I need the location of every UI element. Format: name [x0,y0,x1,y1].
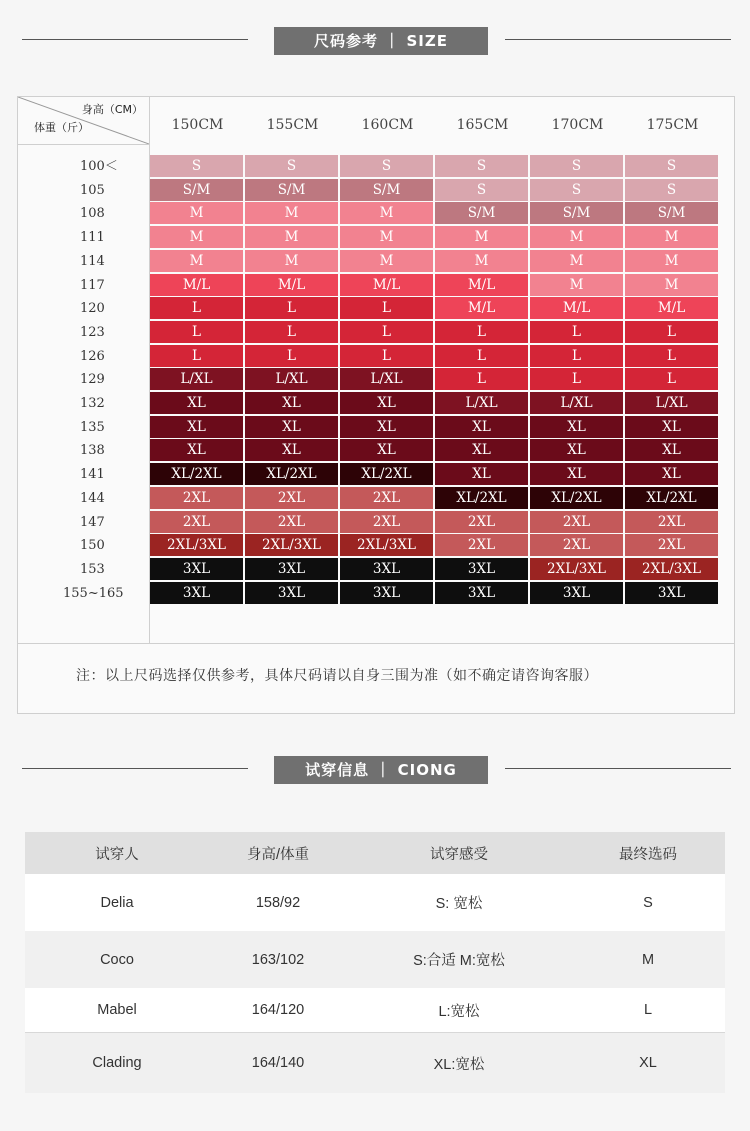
size-cell: 2XL [245,511,338,533]
size-cell: XL/2XL [625,487,718,509]
size-cell: 2XL [435,511,528,533]
header-rule-left [22,39,248,40]
height-header: 155CM [266,117,319,133]
size-cell: 3XL [435,558,528,580]
size-cell: S/M [340,179,433,201]
size-cell: XL [530,416,623,438]
trial-section-header [0,756,750,784]
size-cell: L [340,345,433,367]
trial-cell: S: 宽松 [435,896,483,912]
size-cell: 2XL/3XL [340,534,433,556]
size-cell: 3XL [245,558,338,580]
weight-label: 153 [80,561,105,577]
size-cell: M/L [625,297,718,319]
weight-label: 129 [80,372,105,388]
size-cell: 2XL/3XL [530,558,623,580]
size-cell: XL [245,416,338,438]
trial-header-cell: 试穿感受 [430,846,488,863]
size-cell: 2XL [530,511,623,533]
size-cell: L [245,345,338,367]
size-cell: XL [245,439,338,461]
trial-header-cell: 身高/体重 [246,846,310,863]
size-cell: M/L [530,297,623,319]
size-cell: L/XL [435,392,528,414]
trial-cell: M [641,951,655,968]
size-cell: 2XL [625,511,718,533]
header-rule-right [505,39,731,40]
size-cell: XL/2XL [150,463,243,485]
size-cell: 2XL [340,511,433,533]
trial-cell: XL [639,1055,657,1071]
trial-cell: Clading [92,1055,142,1071]
size-cell: M [530,250,623,272]
size-cell: M [150,250,243,272]
size-cell: L/XL [340,368,433,390]
height-header: 160CM [361,117,414,133]
trial-cell: Coco [100,951,134,968]
size-cell: 3XL [435,582,528,604]
size-cell: S/M [435,202,528,224]
size-cell: S/M [530,202,623,224]
note-divider [18,643,734,644]
trial-cell: L:宽松 [438,1003,480,1020]
size-cell: M [625,274,718,296]
size-cell: XL [435,416,528,438]
weight-label: 141 [80,467,105,483]
weight-label: 100＜ [80,159,118,174]
weight-label: 132 [80,396,105,411]
size-cell: M [245,226,338,248]
size-cell: M/L [150,274,243,296]
size-cell: S [530,155,623,177]
size-cell: 3XL [625,582,718,604]
size-cell: 2XL/3XL [150,534,243,556]
weight-label: 108 [80,206,105,222]
size-cell: XL/2XL [530,487,623,509]
size-cell: L [625,345,718,367]
size-cell: S [245,155,338,177]
weight-label: 114 [80,253,105,269]
weight-label: 105 [80,182,105,198]
height-header: 175CM [646,117,699,133]
weight-label: 126 [80,348,105,364]
weight-label: 135 [80,419,105,435]
size-cell: 3XL [150,558,243,580]
trial-cell: 158/92 [255,894,301,911]
size-cell: 2XL [340,487,433,509]
corner-height-label: 身高（CM） [81,103,143,116]
size-cell: 2XL [435,534,528,556]
size-cell: L [530,368,623,390]
size-cell: XL [150,392,243,414]
weight-label: 117 [80,277,105,293]
size-cell: 3XL [340,558,433,580]
size-cell: XL [150,439,243,461]
size-cell: M [625,226,718,248]
size-cell: M [245,202,338,224]
size-cell: XL/2XL [340,463,433,485]
size-cell: L/XL [625,392,718,414]
size-cell: L [435,321,528,343]
size-cell: XL [435,463,528,485]
size-cell: M [340,226,433,248]
size-cell: L/XL [530,392,623,414]
weight-label: 144 [80,490,105,506]
size-cell: S/M [625,202,718,224]
size-cell: L [530,321,623,343]
size-cell: S [625,155,718,177]
height-header: 165CM [456,117,509,133]
size-cell: XL [340,392,433,414]
size-cell: S [435,179,528,201]
size-cell: M [245,250,338,272]
header-rule-left [22,768,248,769]
size-cell: M [435,226,528,248]
trial-row [25,874,725,931]
size-cell: L [340,321,433,343]
size-section-header [0,27,750,55]
size-cell: XL/2XL [245,463,338,485]
trial-cell: S [643,894,653,911]
size-cell: 3XL [340,582,433,604]
size-cell: M [530,226,623,248]
size-cell: XL [625,463,718,485]
size-cell: 2XL [625,534,718,556]
trial-cell: 164/120 [251,1002,305,1018]
size-cell: M [625,250,718,272]
size-cell: S/M [150,179,243,201]
size-cell: L/XL [150,368,243,390]
trial-cell: L [643,1002,653,1018]
size-cell: M/L [435,297,528,319]
size-cell: S/M [245,179,338,201]
size-cell: 2XL [150,487,243,509]
size-cell: M/L [245,274,338,296]
trial-header-cell: 试穿人 [95,846,139,863]
size-cell: XL/2XL [435,487,528,509]
size-cell: M [150,226,243,248]
size-cell: M/L [435,274,528,296]
size-cell: 2XL/3XL [625,558,718,580]
size-cell: XL [340,416,433,438]
trial-cell: XL:宽松 [433,1056,485,1073]
weight-label: 120 [80,301,105,317]
trial-cell: Mabel [97,1002,137,1018]
trial-cell: S:合适 M:宽松 [413,953,505,969]
size-cell: XL [530,439,623,461]
size-cell: L [245,321,338,343]
size-cell: XL [245,392,338,414]
weight-label: 111 [80,230,105,246]
size-note: 注：以上尺码选择仅供参考，具体尺码请以自身三围为准（如不确定请咨询客服） [76,668,598,684]
size-cell: XL [340,439,433,461]
height-header: 150CM [171,117,224,133]
size-cell: M [530,274,623,296]
size-cell: 2XL [245,487,338,509]
trial-row [25,931,725,988]
size-cell: 3XL [245,582,338,604]
weight-label: 138 [80,443,105,459]
size-cell: L [625,368,718,390]
size-cell: S [340,155,433,177]
trial-cell: 164/140 [251,1055,305,1071]
size-cell: XL [435,439,528,461]
corner-weight-label: 体重（斤） [34,121,89,134]
trial-row [25,1032,725,1093]
size-cell: L [340,297,433,319]
trial-cell: 163/102 [251,951,305,968]
size-cell: L [150,345,243,367]
size-cell: S [530,179,623,201]
size-cell: 2XL [150,511,243,533]
trial-cell: Delia [100,894,134,911]
trial-row [25,988,725,1032]
size-cell: 2XL [530,534,623,556]
size-cell: XL [625,416,718,438]
size-cell: L [435,345,528,367]
size-cell: XL [530,463,623,485]
size-cell: M [340,202,433,224]
size-cell: L/XL [245,368,338,390]
size-cell: 3XL [150,582,243,604]
table-corner-cell [18,97,150,145]
size-cell: L [150,321,243,343]
size-section-title: 尺码参考 ｜ SIZE [274,27,488,55]
header-rule-right [505,768,731,769]
size-cell: L [530,345,623,367]
weight-label: 155~165 [63,585,124,601]
size-cell: S [435,155,528,177]
size-cell: L [150,297,243,319]
size-cell: M/L [340,274,433,296]
size-cell: XL [625,439,718,461]
trial-section-title: 试穿信息 ｜ CIONG [274,756,488,784]
height-header: 170CM [551,117,604,133]
weight-label: 147 [80,514,105,530]
size-cell: M [435,250,528,272]
size-cell: M [150,202,243,224]
size-cell: L [245,297,338,319]
size-cell: L [435,368,528,390]
size-cell: M [340,250,433,272]
size-cell: S [625,179,718,201]
weight-label: 123 [80,324,105,340]
size-cell: S [150,155,243,177]
size-cell: 2XL/3XL [245,534,338,556]
size-cell: L [625,321,718,343]
size-cell: 3XL [530,582,623,604]
size-chart-panel [17,96,735,714]
trial-header-row [25,832,725,874]
trial-header-cell: 最终选码 [619,846,677,863]
size-cell: XL [150,416,243,438]
weight-label: 150 [80,538,105,554]
